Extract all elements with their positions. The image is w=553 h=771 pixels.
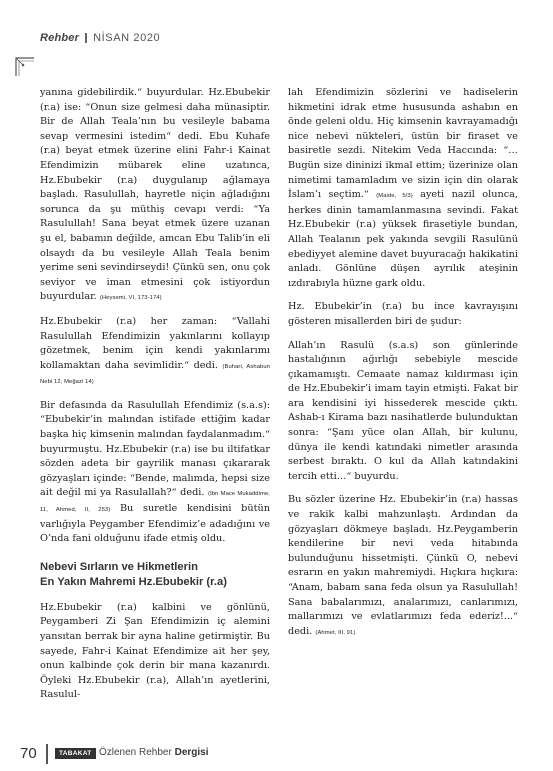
paragraph <box>40 86 270 306</box>
magazine-name <box>99 747 209 758</box>
paragraph-text: Hz. Ebubekir’in (r.a) bu ince kavrayışını gösteren misallerden biri de şudur: <box>288 301 518 327</box>
corner-ornament-icon <box>14 56 36 78</box>
paragraph <box>288 300 518 329</box>
paragraph <box>40 315 270 390</box>
right-column <box>288 86 518 649</box>
citation: (Heysemi, VI, 173-174) <box>99 295 162 302</box>
paragraph-text: Hz.Ebubekir (r.a) her zaman: “Vallahi Rasulullah Efendimizin yakınlarını kollayıp gözetmek, benim için kendi yakınlarımı kollamaktan daha sevimlidir.“ dedi. <box>40 315 270 371</box>
section-badge: TABAKAT <box>55 748 96 759</box>
citation: (İbn Mace Mukaddime, 11, Ahmed, II, 253) <box>40 491 270 514</box>
paragraph <box>40 601 270 703</box>
running-header <box>40 30 160 46</box>
section-heading-line: Nebevi Sırların ve Hikmetlerin <box>40 560 198 573</box>
paragraph-text: Hz.Ebubekir (r.a) kalbini ve gönlünü, Peygamberi Zi Şan Efendimizin iç alemini yansıtan berrak bir ayna haline getirmiştir. Bu sayede, Fahr-i Kainat Efendimize ait her şey, onun kalbinde çok derin bir mana kazanırdı. Öyleki Hz.Ebubekir (r.a), Allah’ın ayetlerini, Rasulul- <box>40 601 270 701</box>
page-number: 70 <box>20 745 37 762</box>
left-column <box>40 86 270 712</box>
issue-date: NİSAN 2020 <box>93 32 161 44</box>
magazine-name-bold: Dergisi <box>174 747 209 758</box>
paragraph-text: Bir defasında da Rasulullah Efendimiz (s.a.s): “Ebubekir’in malından istifade ettiğim kadar başka hiç kimsenin malından faydalanmadım.“ buyurmuştu. Hz.Ebubekir (r.a) ise bu iltifatkar sözden adeta bir gayrilik manası çıkararak gözyaşları içinde: “Bende, malımda, hepsi size ait değil mi ya Rasulallah?“ dedi. <box>40 399 270 499</box>
paragraph-text: Bu suretle kendisini bütün varlığıyla Peygamber Efendimiz’e adadığını ve O’nda fani olduğunu ifade etmiş oldu. <box>40 503 270 545</box>
header-divider <box>85 33 87 43</box>
paragraph-text: Allah’ın Rasulü (s.a.s) son günlerinde hastalığının ağırlığı sebebiyle mescide çıkamamıştı. Cemaate namaz kıldırması için de Hz.Ebubekir’i imam tayin etmişti. Fakat bir ara kendisini iyi hissederek mescide çıktı. Ashab-ı Kirama bazı nasihatlerde bulunduktan sonra: “Şanı yüce olan Allah, bir kulunu, dünya ile kendi katındaki nimetler arasında serbest bıraktı. O kul da Allah katındakini tercih etti…“ buyurdu. <box>288 339 518 482</box>
magazine-name-light: Özlenen Rehber <box>99 747 172 758</box>
footer-divider <box>46 744 48 764</box>
page-footer <box>0 744 553 764</box>
paragraph-text: lah Efendimizin sözlerini ve hadiselerin hikmetini idrak etme hususunda ashabın en önde geleni oldu. Hiç kimsenin kavrayamadığı nice nebevi nükteleri, üstün bir firaset ve basiretle sezdi. Nitekim Veda Haccında: “…Bugün size dininizi ikmal ettim; üzerinize olan nimetimi tamamladım ve sizin için din olarak İslam’ı seçtim.“ <box>288 87 518 201</box>
paragraph <box>288 86 518 291</box>
citation: (Ahmet, III, 91) <box>315 629 356 636</box>
paragraph-text: yanına gidebilirdik.“ buyurdular. Hz.Ebubekir (r.a) ise: “Onun size gelmesi daha münasiptir. Bir de Allah Teala’nın bu vesileyle babama sevap vermesini istedim“ dedi. Ebu Kuhafe (r.a) beyat etmek üzerine elini Fahr-i Kainat Efendimizin mübarek eline uzatınca, Hz.Ebubekir (r.a) duygulanıp ağlamaya başladı. Rasulullah, hayretle niçin ağladığını sorunca da şu müthiş cevapı verdi: “Ya Rasulullah! Sana beyat etmek üzere uzanan şu el, babamın değilde, amcan Ebu Talib’in eli olsaydı da bu vesileyle Allah Teala benim yerime seni sevindirseydi! Çünkü sen, onu çok seviyor ve iman etmesini çok istiyordun buyurdular. <box>40 87 270 303</box>
paragraph-text: Bu sözler üzerine Hz. Ebubekir’in (r.a) hassas ve rakik kalbi mahzunlaştı. Ardından da gözyaşları dökmeye başladı. Hz.Peygamberin kendilerine bir nevi veda hitabında bulunduğunu hissetmişti. Çünkü O, nebevi esrarın en yakın mahremiydi. Hıçkıra hıçkıra: “Anam, babam sana feda olsun ya Rasulullah! Sana babalarımızı, analarımızı, canlarımızı, mallarımızı ve evlatlarımızı feda ederiz!...“ dedi. <box>288 494 518 637</box>
paragraph-text: ayeti nazil olunca, herkes dinin tamamlanmasına sevindi. Fakat Hz.Ebubekir (r.a) yüksek firasetiyle bundan, Allah Tealanın pek yakında sevgili Rasulünü ebediyyet alemine davet buyuracağı hakikatini anladı. Gönlüne düşen ayrılık ateşinin ızdırabıyla hüzne gark oldu. <box>288 189 518 289</box>
paragraph <box>40 399 270 547</box>
citation: (Maide, 5/3) <box>376 193 413 200</box>
paragraph <box>288 339 518 485</box>
magazine-logo: Rehber <box>40 32 80 44</box>
section-heading-line: En Yakın Mahremi Hz.Ebubekir (r.a) <box>40 575 227 588</box>
paragraph <box>288 493 518 640</box>
citation: (Buhari, Ashabun Nebi 12, Meğazi 14) <box>40 363 270 386</box>
section-heading <box>40 560 270 590</box>
